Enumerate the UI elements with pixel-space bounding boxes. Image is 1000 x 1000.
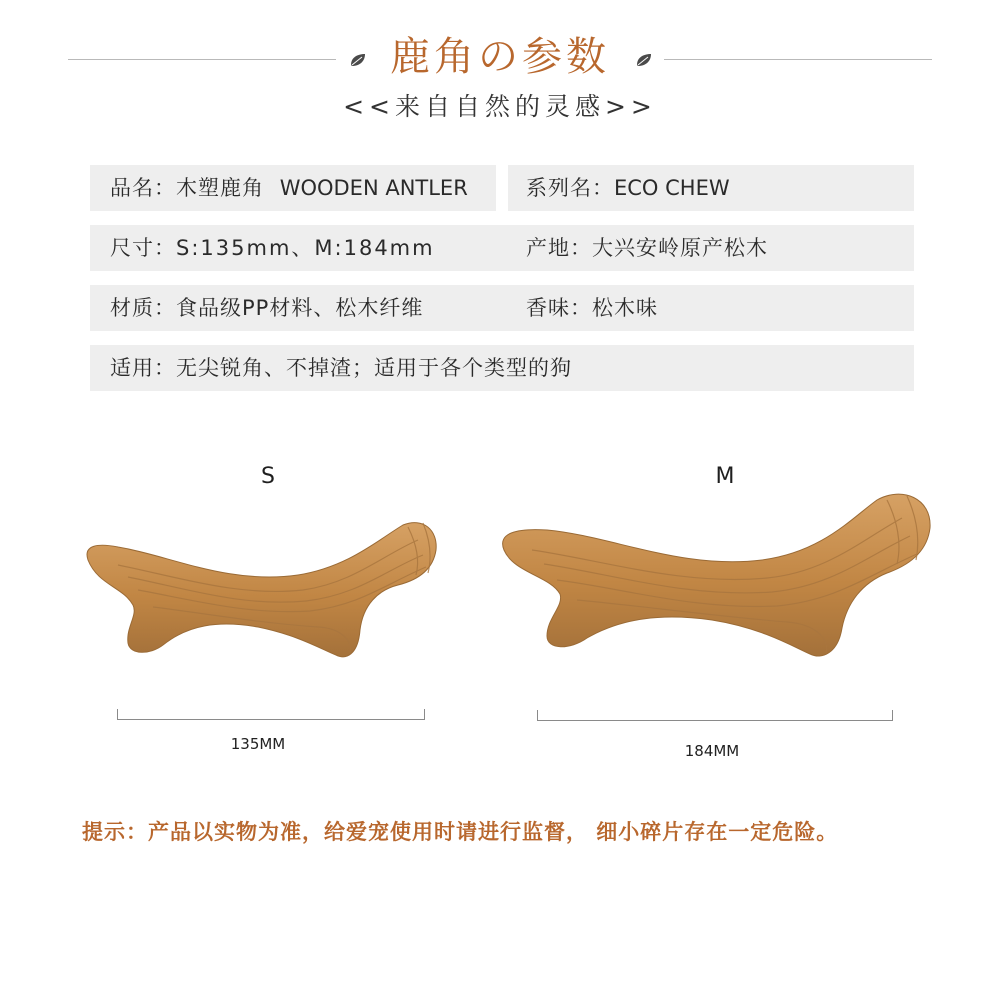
spec-value: 大兴安岭原产松木 (592, 236, 768, 260)
title-rule-left (68, 59, 336, 60)
spec-value: 无尖锐角、不掉渣；适用于各个类型的狗 (176, 356, 572, 380)
spec-suitable (90, 345, 914, 391)
spec-value: S:135mm、M:184mm (176, 236, 435, 260)
notice-text: 提示：产品以实物为准，给爱宠使用时请进行监督， 细小碎片存在一定危险。 (82, 820, 839, 844)
spec-material (90, 285, 914, 331)
measure-line-medium (537, 720, 893, 721)
spec-origin (526, 225, 768, 271)
length-label-small: 135MM (230, 735, 286, 753)
spec-label: 品名： (110, 176, 176, 200)
spec-label: 产地： (526, 236, 592, 260)
size-label-small: S (261, 464, 275, 489)
antler-image-medium (492, 488, 937, 664)
measure-tick-right-medium (892, 710, 893, 721)
length-label-medium: 184MM (684, 742, 740, 760)
page-subtitle: <<来自自然的灵感>> (343, 92, 657, 121)
spec-label: 材质： (110, 296, 176, 320)
spec-value: 木塑鹿角 (176, 176, 264, 200)
spec-size (90, 225, 914, 271)
spec-value: 食品级PP材料、松木纤维 (176, 296, 424, 320)
leaf-icon-left (348, 50, 368, 70)
page-title: 鹿角の参数 (390, 34, 610, 80)
antler-image-small (78, 515, 448, 665)
spec-product-name (90, 165, 496, 211)
spec-value: ECO CHEW (614, 176, 730, 200)
spec-label: 适用： (110, 356, 176, 380)
title-rule-right (664, 59, 932, 60)
spec-scent (526, 285, 658, 331)
spec-label: 香味： (526, 296, 592, 320)
spec-value-en: WOODEN ANTLER (279, 176, 468, 200)
size-label-medium: M (715, 464, 735, 489)
measure-tick-right-small (424, 709, 425, 720)
measure-line-small (117, 719, 425, 720)
spec-label: 系列名： (526, 176, 614, 200)
spec-value: 松木味 (592, 296, 658, 320)
leaf-icon-right (634, 50, 654, 70)
spec-series (508, 165, 914, 211)
spec-label: 尺寸： (110, 236, 176, 260)
